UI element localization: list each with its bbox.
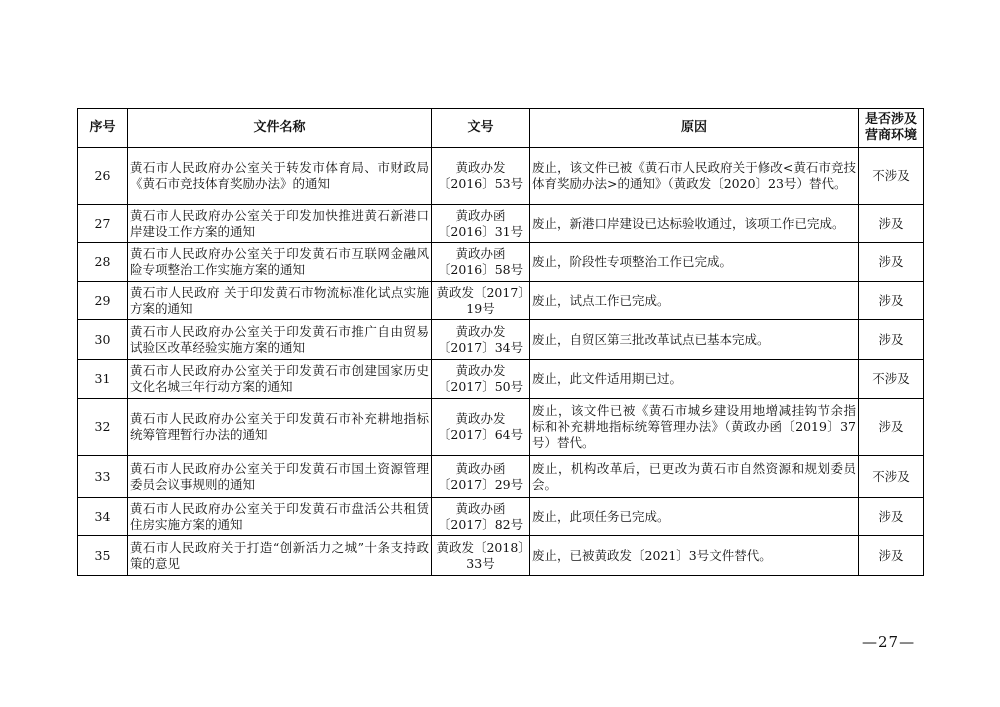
table-row <box>78 498 924 536</box>
row-reason: 废止，自贸区第三批改革试点已基本完成。 <box>530 320 859 360</box>
row-reason: 废止，阶段性专项整治工作已完成。 <box>530 243 859 282</box>
row-serial-number: 34 <box>78 498 128 536</box>
row-document-name: 黄石市人民政府办公室关于印发加快推进黄石新港口岸建设工作方案的通知 <box>128 205 432 243</box>
header-serial-number: 序号 <box>78 109 128 148</box>
table-row <box>78 360 924 399</box>
document-table <box>77 108 924 576</box>
page-number: —27— <box>862 633 916 651</box>
header-involves-line1: 是否涉及 <box>864 112 917 127</box>
row-serial-number: 29 <box>78 282 128 320</box>
row-document-number: 黄政办发〔2017〕50号 <box>432 360 530 399</box>
row-involves: 涉及 <box>859 536 924 576</box>
row-document-name: 黄石市人民政府办公室关于印发黄石市互联网金融风险专项整治工作实施方案的通知 <box>128 243 432 282</box>
row-document-number: 黄政办发〔2017〕64号 <box>432 399 530 456</box>
row-involves: 涉及 <box>859 243 924 282</box>
row-document-number: 黄政办发〔2016〕53号 <box>432 148 530 205</box>
row-involves: 涉及 <box>859 399 924 456</box>
table-row <box>78 320 924 360</box>
row-reason: 废止，该文件已被《黄石市城乡建设用地增减挂钩节余指标和补充耕地指标统筹管理办法》（黄政办函〔2019〕37号）替代。 <box>530 399 859 456</box>
row-document-name: 黄石市人民政府办公室关于转发市体育局、市财政局《黄石市竞技体育奖励办法》的通知 <box>128 148 432 205</box>
row-serial-number: 35 <box>78 536 128 576</box>
row-document-number: 黄政办函〔2016〕58号 <box>432 243 530 282</box>
header-involves-line2: 营商环境 <box>864 128 917 143</box>
row-reason: 废止，已被黄政发〔2021〕3号文件替代。 <box>530 536 859 576</box>
table-row <box>78 536 924 576</box>
row-document-name: 黄石市人民政府办公室关于印发黄石市推广自由贸易试验区改革经验实施方案的通知 <box>128 320 432 360</box>
row-involves: 不涉及 <box>859 148 924 205</box>
header-document-name: 文件名称 <box>128 109 432 148</box>
row-serial-number: 32 <box>78 399 128 456</box>
table-row <box>78 399 924 456</box>
row-document-number: 黄政办函〔2016〕31号 <box>432 205 530 243</box>
row-document-number: 黄政发〔2017〕19号 <box>432 282 530 320</box>
row-document-name: 黄石市人民政府办公室关于印发黄石市创建国家历史文化名城三年行动方案的通知 <box>128 360 432 399</box>
row-involves: 涉及 <box>859 205 924 243</box>
row-document-number: 黄政办函〔2017〕82号 <box>432 498 530 536</box>
row-involves: 不涉及 <box>859 456 924 498</box>
row-document-number: 黄政办发〔2017〕34号 <box>432 320 530 360</box>
row-serial-number: 27 <box>78 205 128 243</box>
row-document-name: 黄石市人民政府 关于印发黄石市物流标准化试点实施方案的通知 <box>128 282 432 320</box>
row-reason: 废止，新港口岸建设已达标验收通过，该项工作已完成。 <box>530 205 859 243</box>
row-document-name: 黄石市人民政府办公室关于印发黄石市补充耕地指标统筹管理暂行办法的通知 <box>128 399 432 456</box>
row-reason: 废止，试点工作已完成。 <box>530 282 859 320</box>
table-row <box>78 456 924 498</box>
header-involves-business-environment <box>859 109 924 148</box>
row-serial-number: 33 <box>78 456 128 498</box>
table-row <box>78 205 924 243</box>
table-header-row <box>78 109 924 148</box>
row-reason: 废止，此项任务已完成。 <box>530 498 859 536</box>
row-serial-number: 26 <box>78 148 128 205</box>
row-document-number: 黄政办函〔2017〕29号 <box>432 456 530 498</box>
row-involves: 涉及 <box>859 320 924 360</box>
row-involves: 涉及 <box>859 498 924 536</box>
row-involves: 涉及 <box>859 282 924 320</box>
header-reason: 原因 <box>530 109 859 148</box>
table-row <box>78 243 924 282</box>
row-document-number: 黄政发〔2018〕33号 <box>432 536 530 576</box>
row-reason: 废止，此文件适用期已过。 <box>530 360 859 399</box>
row-serial-number: 30 <box>78 320 128 360</box>
row-serial-number: 31 <box>78 360 128 399</box>
row-document-name: 黄石市人民政府办公室关于印发黄石市国土资源管理委员会议事规则的通知 <box>128 456 432 498</box>
row-reason: 废止，机构改革后，已更改为黄石市自然资源和规划委员会。 <box>530 456 859 498</box>
row-document-name: 黄石市人民政府关于打造“创新活力之城”十条支持政策的意见 <box>128 536 432 576</box>
table-row <box>78 282 924 320</box>
table-row <box>78 148 924 205</box>
row-serial-number: 28 <box>78 243 128 282</box>
row-reason: 废止，该文件已被《黄石市人民政府关于修改<黄石市竞技体育奖励办法>的通知》（黄政发〔2020〕23号）替代。 <box>530 148 859 205</box>
header-document-number: 文号 <box>432 109 530 148</box>
row-involves: 不涉及 <box>859 360 924 399</box>
row-document-name: 黄石市人民政府办公室关于印发黄石市盘活公共租赁住房实施方案的通知 <box>128 498 432 536</box>
